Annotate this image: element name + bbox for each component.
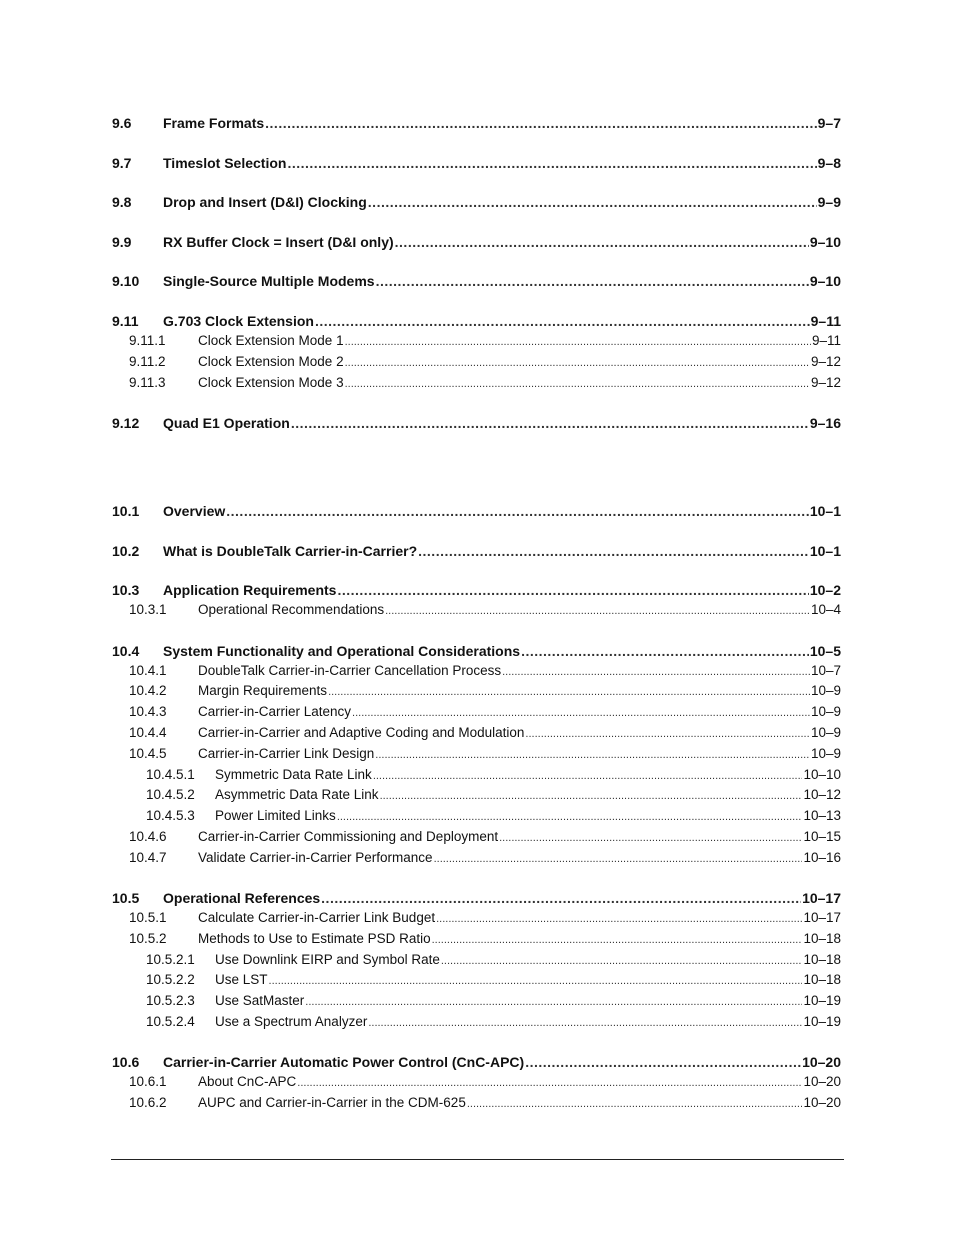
toc-entry-number: 9.11.2 <box>129 353 166 369</box>
toc-dot-leader <box>345 353 810 374</box>
toc-entry[interactable] <box>112 1012 841 1033</box>
toc-entry[interactable] <box>112 765 841 786</box>
toc-entry-title: Margin Requirements <box>198 683 328 699</box>
toc-entry[interactable] <box>112 848 841 869</box>
toc-entry[interactable] <box>112 806 841 827</box>
table-of-contents <box>112 113 841 1114</box>
toc-entry[interactable] <box>112 641 841 661</box>
toc-entry-title: Clock Extension Mode 3 <box>198 374 344 390</box>
toc-dot-leader <box>226 501 809 521</box>
toc-entry[interactable] <box>112 1052 841 1072</box>
toc-entry-page: 9–11 <box>810 312 841 329</box>
toc-entry-page: 10–20 <box>802 1054 841 1071</box>
toc-entry-number: 10.6.2 <box>129 1095 167 1111</box>
toc-entry-number: 10.4.6 <box>129 828 167 844</box>
toc-entry[interactable] <box>112 827 841 848</box>
toc-entry-number: 10.2 <box>112 542 140 559</box>
toc-entry-number: 10.4.2 <box>129 683 167 699</box>
toc-entry-page: 10–12 <box>803 787 841 803</box>
toc-entry-number: 9.6 <box>112 115 132 131</box>
toc-dot-leader <box>269 971 803 992</box>
toc-entry-title: Carrier-in-Carrier and Adaptive Coding and Modulation <box>198 724 525 740</box>
toc-entry-title: Drop and Insert (D&I) Clocking <box>163 194 367 211</box>
toc-entry-number: 10.5.2.3 <box>146 993 195 1009</box>
toc-entry-page: 10–19 <box>803 993 841 1009</box>
toc-entry[interactable] <box>112 271 841 291</box>
toc-entry-number: 9.7 <box>112 154 132 171</box>
toc-dot-leader <box>368 1013 802 1034</box>
toc-entry-page: 10–16 <box>803 849 841 865</box>
toc-entry-page: 10–17 <box>802 890 841 907</box>
toc-entry-title: Asymmetric Data Rate Link <box>215 787 379 803</box>
toc-entry-page: 10–15 <box>803 828 841 844</box>
toc-entry-number: 10.4.5 <box>129 745 167 761</box>
toc-dot-leader <box>305 992 802 1013</box>
toc-entry-title: G.703 Clock Extension <box>163 312 314 329</box>
toc-dot-leader <box>376 271 809 291</box>
toc-entry-title: Carrier-in-Carrier Commissioning and Deployment <box>198 828 499 844</box>
toc-entry-page: 9–16 <box>809 414 841 431</box>
toc-entry-title: Clock Extension Mode 1 <box>198 332 344 348</box>
toc-dot-leader <box>297 1073 802 1094</box>
toc-entry-title: Frame Formats <box>163 115 265 131</box>
toc-dot-leader <box>352 703 810 724</box>
toc-dot-leader <box>337 580 808 600</box>
toc-entry-title: Use LST <box>215 972 268 988</box>
toc-entry-title: Single-Source Multiple Modems <box>163 273 375 290</box>
toc-entry-number: 10.3 <box>112 582 140 599</box>
toc-dot-leader <box>368 192 817 212</box>
toc-entry-title: Overview <box>163 502 226 519</box>
toc-entry[interactable] <box>112 541 841 561</box>
toc-dot-leader <box>291 413 809 433</box>
toc-entry-page: 9–12 <box>810 353 841 369</box>
toc-dot-leader <box>467 1094 803 1115</box>
toc-entry-title: Carrier-in-Carrier Link Design <box>198 745 375 761</box>
toc-entry-number: 10.4.1 <box>129 662 167 678</box>
toc-entry[interactable] <box>112 580 841 600</box>
toc-entry[interactable] <box>112 785 841 806</box>
toc-entry-page: 9–11 <box>811 332 841 348</box>
toc-dot-leader <box>345 374 810 395</box>
footer-rule <box>111 1159 844 1160</box>
toc-entry-title: Use a Spectrum Analyzer <box>215 1014 368 1030</box>
toc-dot-leader <box>436 909 802 930</box>
toc-entry-number: 10.5 <box>112 890 140 907</box>
toc-dot-leader <box>345 332 811 353</box>
toc-entry-page: 10–9 <box>810 704 841 720</box>
toc-dot-leader <box>373 766 803 787</box>
toc-entry-number: 9.9 <box>112 233 132 250</box>
toc-entry[interactable] <box>112 991 841 1012</box>
toc-dot-leader <box>321 888 801 908</box>
toc-entry[interactable] <box>112 1072 841 1093</box>
toc-entry[interactable] <box>112 153 841 173</box>
toc-chapter-10 <box>112 501 841 1114</box>
toc-entry-number: 10.1 <box>112 502 140 519</box>
toc-entry-title: Use SatMaster <box>215 993 305 1009</box>
toc-entry-page: 10–2 <box>809 582 841 599</box>
toc-dot-leader <box>418 541 809 561</box>
toc-entry-title: Clock Extension Mode 2 <box>198 353 344 369</box>
toc-dot-leader <box>441 951 803 972</box>
toc-entry-number: 9.11 <box>112 312 139 329</box>
toc-dot-leader <box>287 153 816 173</box>
toc-entry-number: 9.11.1 <box>129 332 166 348</box>
toc-chapter-9 <box>112 113 841 433</box>
toc-entry[interactable] <box>112 702 841 723</box>
toc-entry[interactable] <box>112 681 841 702</box>
toc-entry-title: Methods to Use to Estimate PSD Ratio <box>198 930 431 946</box>
toc-dot-leader <box>395 232 809 252</box>
toc-dot-leader <box>337 807 803 828</box>
toc-entry-title: Operational Recommendations <box>198 602 385 618</box>
toc-entry[interactable] <box>112 232 841 252</box>
toc-entry[interactable] <box>112 373 841 394</box>
toc-dot-leader <box>521 641 809 661</box>
toc-dot-leader <box>265 113 816 133</box>
toc-entry-title: Timeslot Selection <box>163 154 287 171</box>
toc-entry[interactable] <box>112 970 841 991</box>
toc-entry-number: 10.6.1 <box>129 1074 167 1090</box>
toc-entry-title: Carrier-in-Carrier Latency <box>198 704 352 720</box>
toc-entry-number: 10.3.1 <box>129 602 167 618</box>
toc-entry-page: 10–17 <box>803 910 841 926</box>
toc-entry-page: 9–12 <box>810 374 841 390</box>
toc-dot-leader <box>499 828 802 849</box>
toc-entry-title: Validate Carrier-in-Carrier Performance <box>198 849 433 865</box>
toc-entry-page: 10–7 <box>810 662 841 678</box>
toc-entry-title: AUPC and Carrier-in-Carrier in the CDM-625 <box>198 1095 466 1111</box>
toc-dot-leader <box>380 786 803 807</box>
toc-entry-title: Application Requirements <box>163 582 337 599</box>
toc-entry[interactable] <box>112 192 841 212</box>
toc-entry-number: 10.5.2 <box>129 930 167 946</box>
toc-entry[interactable] <box>112 929 841 950</box>
toc-entry[interactable] <box>112 744 841 765</box>
toc-entry-page: 10–20 <box>803 1074 841 1090</box>
toc-entry-number: 9.10 <box>112 273 140 290</box>
toc-entry-page: 10–9 <box>810 683 841 699</box>
toc-entry-title: System Functionality and Operational Considerations <box>163 642 521 659</box>
toc-entry-page: 10–13 <box>803 808 841 824</box>
toc-dot-leader <box>432 930 803 951</box>
toc-entry[interactable] <box>112 888 841 908</box>
toc-dot-leader <box>502 662 810 683</box>
toc-dot-leader <box>315 311 810 331</box>
toc-entry[interactable] <box>112 311 841 331</box>
toc-entry-page: 10–9 <box>810 724 841 740</box>
toc-entry-number: 10.4.5.1 <box>146 766 195 782</box>
toc-entry-page: 10–18 <box>803 951 841 967</box>
toc-entry-page: 9–7 <box>817 115 841 131</box>
toc-entry[interactable] <box>112 600 841 621</box>
toc-entry-title: RX Buffer Clock = Insert (D&I only) <box>163 233 394 250</box>
toc-entry-number: 10.4.7 <box>129 849 167 865</box>
toc-entry-page: 10–18 <box>803 930 841 946</box>
toc-entry[interactable] <box>112 352 841 373</box>
toc-entry-number: 9.11.3 <box>129 374 166 390</box>
toc-dot-leader <box>328 682 810 703</box>
toc-entry-title: Carrier-in-Carrier Automatic Power Control (CnC-APC) <box>163 1054 525 1071</box>
toc-entry-page: 9–8 <box>817 154 841 171</box>
toc-entry-number: 10.4.4 <box>129 724 167 740</box>
toc-entry-page: 10–18 <box>803 972 841 988</box>
toc-entry-title: Use Downlink EIRP and Symbol Rate <box>215 951 440 967</box>
toc-entry-title: What is DoubleTalk Carrier-in-Carrier? <box>163 542 418 559</box>
toc-entry-number: 10.5.2.1 <box>146 951 195 967</box>
toc-entry-number: 10.4 <box>112 642 140 659</box>
toc-entry-title: Symmetric Data Rate Link <box>215 766 372 782</box>
toc-entry-page: 10–20 <box>803 1095 841 1111</box>
toc-dot-leader <box>434 849 803 870</box>
toc-entry-page: 10–9 <box>810 745 841 761</box>
toc-entry-page: 9–9 <box>817 194 841 211</box>
toc-entry-page: 10–4 <box>810 602 841 618</box>
toc-entry-title: Power Limited Links <box>215 808 336 824</box>
toc-entry-page: 9–10 <box>809 273 841 290</box>
toc-entry-number: 10.5.2.4 <box>146 1014 195 1030</box>
toc-entry-page: 10–10 <box>803 766 841 782</box>
toc-dot-leader <box>525 1052 801 1072</box>
toc-entry-number: 10.4.5.3 <box>146 808 195 824</box>
toc-entry-title: Calculate Carrier-in-Carrier Link Budget <box>198 910 436 926</box>
toc-dot-leader <box>375 745 810 766</box>
toc-entry-title: Quad E1 Operation <box>163 414 290 431</box>
toc-entry-number: 10.5.2.2 <box>146 972 195 988</box>
toc-entry-number: 9.12 <box>112 414 140 431</box>
toc-entry-number: 10.6 <box>112 1054 140 1071</box>
toc-entry-page: 10–19 <box>803 1014 841 1030</box>
toc-dot-leader <box>525 724 810 745</box>
toc-entry-number: 9.8 <box>112 194 132 211</box>
toc-entry-page: 10–1 <box>809 542 841 559</box>
toc-entry[interactable] <box>112 723 841 744</box>
toc-entry[interactable] <box>112 661 841 682</box>
toc-entry[interactable] <box>112 908 841 929</box>
toc-entry[interactable] <box>112 501 841 521</box>
toc-dot-leader <box>385 601 810 622</box>
toc-entry[interactable] <box>112 950 841 971</box>
toc-entry-number: 10.5.1 <box>129 910 167 926</box>
toc-entry-page: 10–1 <box>809 502 841 519</box>
toc-entry-number: 10.4.3 <box>129 704 167 720</box>
toc-entry-title: DoubleTalk Carrier-in-Carrier Cancellation Process <box>198 662 502 678</box>
toc-entry[interactable] <box>112 331 841 352</box>
toc-entry-title: About CnC-APC <box>198 1074 297 1090</box>
toc-entry-page: 10–5 <box>809 642 841 659</box>
toc-entry-title: Operational References <box>163 890 321 907</box>
toc-entry[interactable] <box>112 413 841 433</box>
toc-entry[interactable] <box>112 1093 841 1114</box>
toc-entry[interactable] <box>112 113 841 133</box>
toc-entry-page: 9–10 <box>809 233 841 250</box>
toc-entry-number: 10.4.5.2 <box>146 787 195 803</box>
